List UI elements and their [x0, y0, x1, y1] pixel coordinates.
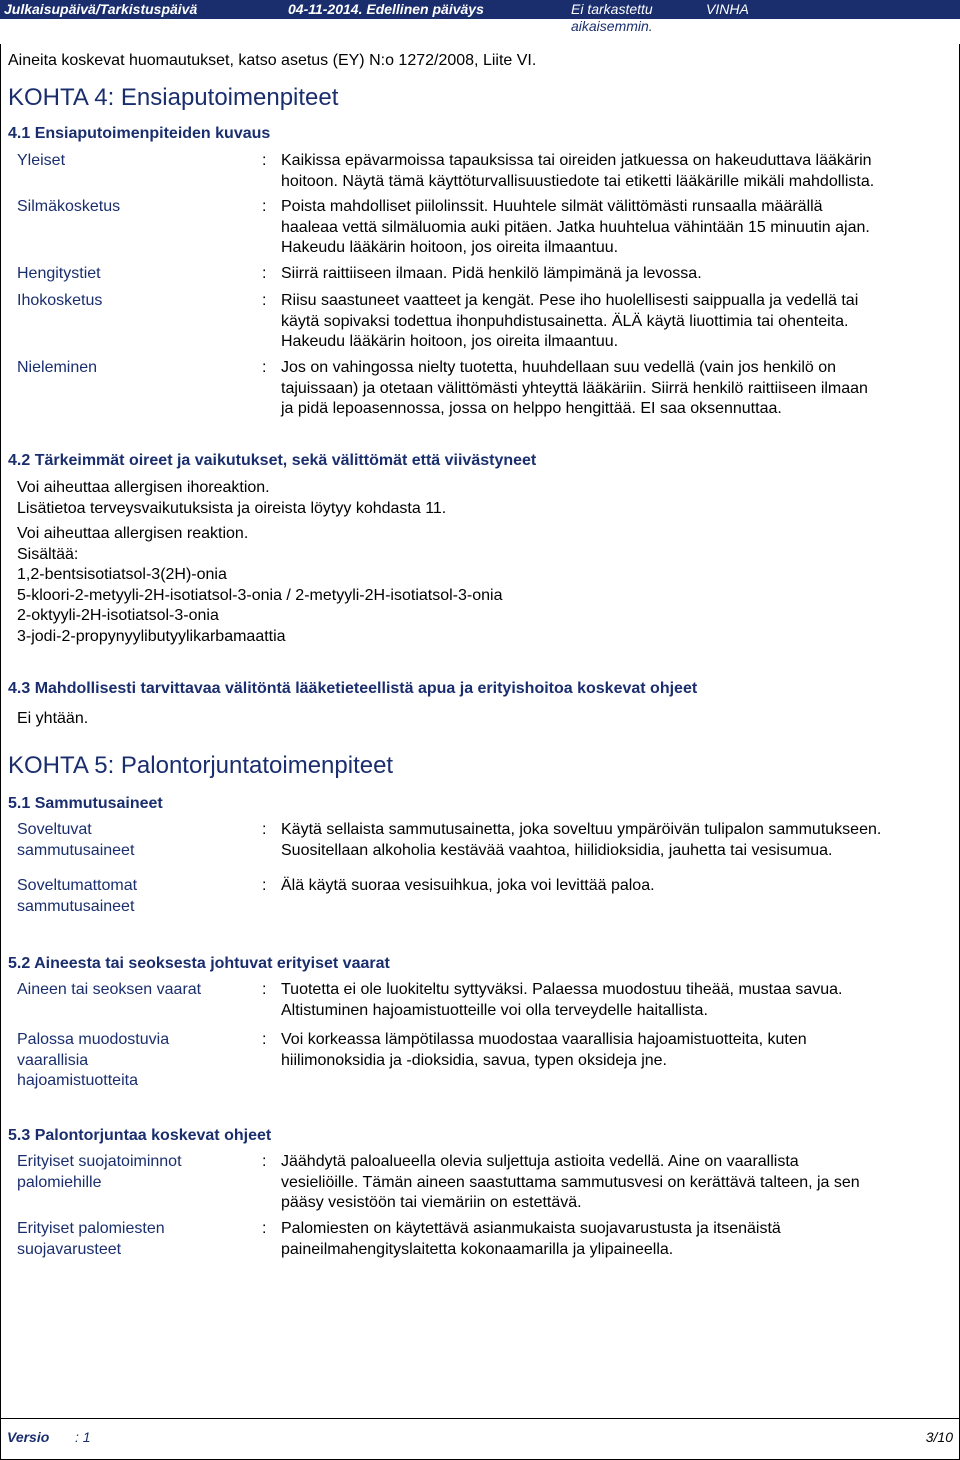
label-line: Soveltuvat: [17, 821, 92, 838]
label-ihokosketus: Ihokosketus: [17, 292, 103, 309]
colon: :: [262, 1220, 267, 1237]
document-header: [0, 0, 960, 44]
label-line: Erityiset suojatoiminnot: [17, 1153, 182, 1170]
label-nieleminen: Nieleminen: [17, 359, 98, 376]
text-line: Käytä sellaista sammutusainetta, joka soveltuu ympäröivän tulipalon sammutukseen.: [281, 821, 882, 838]
subsection-5-1-title: 5.1 Sammutusaineet: [8, 795, 163, 812]
label-line: sammutusaineet: [17, 841, 135, 859]
text-line: Jos on vahingossa nielty tuotetta, huuhdellaan suu vedellä (vain jos henkilö on: [281, 359, 837, 376]
text-line: 5-kloori-2-metyyli-2H-isotiatsol-3-onia / 2-metyyli-2H-isotiatsol-3-onia: [17, 586, 503, 604]
colon: :: [262, 198, 267, 215]
text-line: Älä käytä suoraa vesisuihkua, joka voi levittää paloa.: [281, 877, 655, 894]
colon: :: [262, 1153, 267, 1170]
text-line: hoitoon. Näytä tämä käyttöturvallisuustiedote tai etiketti lääkärille mikäli mahdollista.: [281, 172, 875, 190]
label-line: Erityiset palomiesten: [17, 1220, 165, 1237]
header-date-label: Julkaisupäivä/Tarkistuspäivä: [4, 1, 198, 17]
text-line: Jäähdytä paloalueella olevia suljettuja astioita vedellä. Aine on vaarallista: [281, 1153, 799, 1170]
text-line: paineilmahengityslaitetta kokonaamarilla ja ylipaineella.: [281, 1240, 674, 1258]
label-hazards: [17, 980, 201, 1001]
header-status-line2: aikaisemmin.: [571, 18, 653, 34]
label-silmakosketus: Silmäkosketus: [17, 198, 121, 215]
text-line: 2-oktyyli-2H-isotiatsol-3-onia: [17, 607, 219, 624]
label-line: Palossa muodostuvia: [17, 1031, 170, 1048]
value-yleiset: [281, 151, 874, 192]
text-line: Suositellaan alkoholia kestävää vaahtoa, hiilidioksidia, jauhetta tai vesisumua.: [281, 841, 833, 859]
text-line: Hakeudu lääkärin hoitoon, jos oireita ilmaantuu.: [281, 333, 619, 350]
header-date-value: 04-11-2014. Edellinen päiväys: [288, 1, 484, 17]
subsection-4-3-title: 4.3 Mahdollisesti tarvittavaa välitöntä lääketieteellistä apua ja erityishoitoa koskevat ohjeet: [8, 680, 698, 697]
text-line: Poista mahdolliset piilolinssit. Huuhtele silmät välittömästi runsaalla määrällä: [281, 198, 823, 215]
footer-page-number: 3/10: [925, 1429, 953, 1445]
text-line: hiilimonoksidia ja -dioksidia, savua, typen oksideja jne.: [281, 1051, 667, 1069]
colon: :: [262, 877, 267, 894]
colon: :: [262, 359, 267, 376]
subsection-4-2-title: 4.2 Tärkeimmät oireet ja vaikutukset, sekä välittömät että viivästyneet: [8, 452, 537, 469]
label-protective-actions: [17, 1152, 182, 1193]
text-line: Tuotetta ei ole luokiteltu syttyväksi. Palaessa muodostuu tiheää, mustaa savua.: [281, 981, 843, 998]
label-line: Soveltumattomat: [17, 877, 138, 894]
footer-version-value: : 1: [75, 1429, 91, 1445]
label-line: vaarallisia: [17, 1051, 89, 1069]
text-line: haaleaa vettä silmäluomia auki pitäen. Jatka huuhtelua vähintään 15 minuutin ajan.: [281, 218, 870, 236]
contains-paragraph: [17, 524, 502, 647]
colon: :: [262, 1031, 267, 1048]
text-line: tajuissaan) ja otetaan välittömästi yhteyttä lääkäriin. Siirrä henkilö raittiiseen ilmaan: [281, 379, 868, 397]
label-line: Aineen tai seoksen vaarat: [17, 981, 202, 998]
label-line: hajoamistuotteita: [17, 1072, 138, 1089]
label-unsuitable-media: [17, 876, 137, 917]
value-ihokosketus: [281, 291, 858, 353]
text-line: ja pidä lepoasennossa, jossa on helppo hengittää. EI saa oksennuttaa.: [281, 400, 782, 417]
text-line: Hakeudu lääkärin hoitoon, jos oireita ilmaantuu.: [281, 239, 619, 256]
text-line: pääsy vesistöön tai viemäriin on estettävä.: [281, 1194, 582, 1211]
subsection-5-2-title: 5.2 Aineesta tai seoksesta johtuvat erityiset vaarat: [8, 955, 390, 972]
text-line: 1,2-bentsisotiatsol-3(2H)-onia: [17, 566, 227, 583]
value-decomposition-products: [281, 1030, 807, 1071]
colon: :: [262, 821, 267, 838]
label-decomposition-products: [17, 1030, 169, 1092]
subsection-4-1-title: 4.1 Ensiaputoimenpiteiden kuvaus: [8, 125, 271, 142]
page-footer: [0, 1418, 960, 1460]
header-status-line1: Ei tarkastettu: [571, 1, 653, 17]
label-protective-equipment: [17, 1219, 165, 1260]
value-silmakosketus: [281, 197, 870, 259]
value-hazards: [281, 980, 843, 1021]
colon: :: [262, 292, 267, 309]
text-line: 3-jodi-2-propynyylibutyylikarbamaattia: [17, 627, 286, 645]
footer-version-label: Versio: [7, 1429, 50, 1445]
text-line: käytä sopivaksi todettua ihonpuhdistusainetta. ÄLÄ käytä liuottimia tai ohenteita.: [281, 312, 849, 330]
medical-advice-text: Ei yhtään.: [17, 710, 89, 727]
regulation-note: Aineita koskevat huomautukset, katso asetus (EY) N:o 1272/2008, Liite VI.: [8, 52, 537, 69]
section4-title: KOHTA 4: Ensiaputoimenpiteet: [8, 84, 339, 111]
text-line: Palomiesten on käytettävä asianmukaista suojavarustusta ja itsenäistä: [281, 1220, 781, 1237]
section5-title: KOHTA 5: Palontorjuntatoimenpiteet: [8, 752, 394, 779]
value-nieleminen: [281, 358, 868, 420]
label-line: suojavarusteet: [17, 1240, 122, 1258]
text-line: Riisu saastuneet vaatteet ja kengät. Pese iho huolellisesti saippualla ja vedellä tai: [281, 292, 859, 309]
value-protective-equipment: [281, 1219, 781, 1260]
text-line: Sisältää:: [17, 545, 79, 563]
text-line: Voi aiheuttaa allergisen ihoreaktion.: [17, 479, 270, 496]
text-line: Voi korkeassa lämpötilassa muodostaa vaarallisia hajoamistuotteita, kuten: [281, 1031, 807, 1048]
colon: :: [262, 265, 267, 282]
subsection-5-3-title: 5.3 Palontorjuntaa koskevat ohjeet: [8, 1127, 272, 1144]
text-line: Voi aiheuttaa allergisen reaktion.: [17, 525, 249, 542]
symptoms-paragraph: [17, 478, 446, 519]
label-yleiset: Yleiset: [17, 152, 66, 169]
label-line: palomiehille: [17, 1173, 102, 1191]
text-line: vesieliöille. Tämän aineen saastuttama sammutusvesi on kerättävä talteen, ja sen: [281, 1173, 860, 1191]
value-hengitystiet: [281, 264, 702, 285]
label-suitable-media: [17, 820, 134, 861]
text-line: Siirrä raittiiseen ilmaan. Pidä henkilö lämpimänä ja levossa.: [281, 265, 702, 282]
text-line: Altistuminen hajoamistuotteille voi olla terveydelle haitallista.: [281, 1001, 708, 1019]
text-line: Kaikissa epävarmoissa tapauksissa tai oireiden jatkuessa on hakeuduttava lääkärin: [281, 152, 872, 169]
value-suitable-media: [281, 820, 881, 861]
label-line: sammutusaineet: [17, 897, 135, 915]
colon: :: [262, 152, 267, 169]
label-hengitystiet: Hengitystiet: [17, 265, 101, 282]
value-unsuitable-media: [281, 876, 655, 897]
colon: :: [262, 981, 267, 998]
text-line: Lisätietoa terveysvaikutuksista ja oireista löytyy kohdasta 11.: [17, 499, 447, 517]
header-product: VINHA: [706, 1, 749, 17]
value-protective-actions: [281, 1152, 860, 1214]
